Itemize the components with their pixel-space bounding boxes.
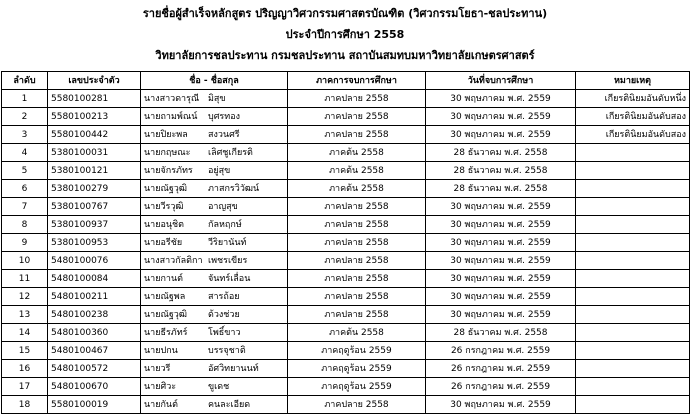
col-header-note: หมายเหตุ: [576, 72, 690, 90]
student-name: [141, 378, 288, 396]
student-name: [141, 108, 288, 126]
first-name: นายณัฐวุฒิ: [144, 309, 187, 320]
row-number: 8: [2, 216, 48, 234]
first-name: นายจักรภัทร: [144, 165, 193, 176]
last-name: โพธิ์ขาว: [208, 327, 241, 338]
row-number: 4: [2, 144, 48, 162]
graduation-semester: ภาคปลาย 2558: [288, 216, 426, 234]
first-name: นายณัฐวุฒิ: [144, 183, 187, 194]
first-name: นางสาวดารุณี: [144, 93, 200, 104]
student-id: 5580100019: [48, 396, 141, 414]
graduation-date: 28 ธันวาคม พ.ศ. 2558: [426, 180, 576, 198]
col-header-name: ชื่อ - ชื่อสกุล: [141, 72, 288, 90]
row-number: 18: [2, 396, 48, 414]
student-id: 5480100360: [48, 324, 141, 342]
title-line-1: รายชื่อผู้สำเร็จหลักสูตร ปริญญาวิศวกรรมศาสตรบัณฑิต (วิศวกรรมโยธา-ชลประทาน): [142, 7, 548, 20]
graduation-date: 30 พฤษภาคม พ.ศ. 2559: [426, 252, 576, 270]
student-id: 5480100211: [48, 288, 141, 306]
student-id: 5380100121: [48, 162, 141, 180]
document-header: [0, 0, 690, 66]
table-row: [2, 360, 690, 378]
graduation-date: 30 พฤษภาคม พ.ศ. 2559: [426, 270, 576, 288]
graduation-semester: ภาคปลาย 2558: [288, 126, 426, 144]
remark: เกียรตินิยมอันดับหนึ่ง: [576, 90, 690, 108]
first-name: นายปกน: [144, 345, 178, 356]
last-name: คนละเอียด: [208, 399, 251, 410]
graduation-date: 30 พฤษภาคม พ.ศ. 2559: [426, 306, 576, 324]
graduation-date: 28 ธันวาคม พ.ศ. 2558: [426, 324, 576, 342]
first-name: นายกานต์: [144, 273, 183, 284]
graduation-date: 30 พฤษภาคม พ.ศ. 2559: [426, 90, 576, 108]
last-name: เลิศชูเกียรติ: [208, 147, 253, 158]
student-id: 5480100076: [48, 252, 141, 270]
table-row: [2, 324, 690, 342]
last-name: มิสุข: [208, 93, 226, 104]
last-name: ภาสกรวิวัฒน์: [208, 183, 260, 194]
table-row: [2, 180, 690, 198]
student-id: 5380100937: [48, 216, 141, 234]
last-name: ขูเดช: [208, 381, 230, 392]
last-name: สงวนศรี: [208, 129, 240, 140]
row-number: 13: [2, 306, 48, 324]
graduation-date: 26 กรกฎาคม พ.ศ. 2559: [426, 378, 576, 396]
last-name: อัศวิทยานนท์: [208, 363, 259, 374]
student-name: [141, 252, 288, 270]
graduation-semester: ภาคฤดูร้อน 2559: [288, 342, 426, 360]
table-row: [2, 126, 690, 144]
graduation-date: 28 ธันวาคม พ.ศ. 2558: [426, 162, 576, 180]
last-name: บุศรทอง: [208, 111, 240, 122]
row-number: 2: [2, 108, 48, 126]
graduation-date: 30 พฤษภาคม พ.ศ. 2559: [426, 108, 576, 126]
row-number: 1: [2, 90, 48, 108]
remark: [576, 144, 690, 162]
table-row: [2, 162, 690, 180]
table-row: [2, 396, 690, 414]
student-name: [141, 90, 288, 108]
graduation-semester: ภาคปลาย 2558: [288, 234, 426, 252]
row-number: 14: [2, 324, 48, 342]
student-id: 5480100238: [48, 306, 141, 324]
first-name: นายธีรภัทร์: [144, 327, 188, 338]
graduation-semester: ภาคปลาย 2558: [288, 252, 426, 270]
last-name: จันทร์เลื่อน: [208, 273, 251, 284]
remark: [576, 378, 690, 396]
graduation-date: 28 ธันวาคม พ.ศ. 2558: [426, 144, 576, 162]
first-name: นายศิวะ: [144, 381, 177, 392]
student-name: [141, 360, 288, 378]
col-header-date: วันที่จบการศึกษา: [426, 72, 576, 90]
graduation-semester: ภาคฤดูร้อน 2559: [288, 378, 426, 396]
table-row: [2, 378, 690, 396]
student-id: 5480100084: [48, 270, 141, 288]
last-name: ด้วงช่วย: [208, 309, 240, 320]
table-row: [2, 90, 690, 108]
first-name: นายอรีชัย: [144, 237, 183, 248]
student-name: [141, 144, 288, 162]
graduation-date: 26 กรกฎาคม พ.ศ. 2559: [426, 342, 576, 360]
row-number: 16: [2, 360, 48, 378]
first-name: นายวีรวุฒิ: [144, 201, 184, 212]
remark: เกียรตินิยมอันดับสอง: [576, 126, 690, 144]
student-name: [141, 288, 288, 306]
student-id: 5380100767: [48, 198, 141, 216]
student-name: [141, 198, 288, 216]
graduation-semester: ภาคต้น 2558: [288, 162, 426, 180]
graduation-date: 26 กรกฎาคม พ.ศ. 2559: [426, 360, 576, 378]
graduation-date: 30 พฤษภาคม พ.ศ. 2559: [426, 396, 576, 414]
col-header-no: ลำดับ: [2, 72, 48, 90]
student-id: 5580100442: [48, 126, 141, 144]
graduation-date: 30 พฤษภาคม พ.ศ. 2559: [426, 216, 576, 234]
graduation-date: 30 พฤษภาคม พ.ศ. 2559: [426, 288, 576, 306]
remark: [576, 252, 690, 270]
table-row: [2, 288, 690, 306]
row-number: 11: [2, 270, 48, 288]
row-number: 6: [2, 180, 48, 198]
table-row: [2, 216, 690, 234]
student-name: [141, 324, 288, 342]
graduation-semester: ภาคต้น 2558: [288, 144, 426, 162]
student-name: [141, 180, 288, 198]
graduation-semester: ภาคฤดูร้อน 2559: [288, 360, 426, 378]
title-line-3: วิทยาลัยการชลประทาน กรมชลประทาน สถาบันสมทบมหาวิทยาลัยเกษตรศาสตร์: [155, 49, 535, 62]
graduation-date: 30 พฤษภาคม พ.ศ. 2559: [426, 126, 576, 144]
last-name: เพชรเขียร: [208, 255, 248, 266]
table-row: [2, 108, 690, 126]
table-row: [2, 234, 690, 252]
row-number: 10: [2, 252, 48, 270]
col-header-semester: ภาคการจบการศึกษา: [288, 72, 426, 90]
student-id: 5480100670: [48, 378, 141, 396]
student-id: 5380100031: [48, 144, 141, 162]
student-id: 5380100279: [48, 180, 141, 198]
last-name: กัลหฤกษ์: [208, 219, 242, 230]
last-name: อยู่สุข: [208, 165, 231, 176]
first-name: นายวรี: [144, 363, 171, 374]
graduation-semester: ภาคปลาย 2558: [288, 396, 426, 414]
remark: [576, 180, 690, 198]
graduation-date: 30 พฤษภาคม พ.ศ. 2559: [426, 198, 576, 216]
row-number: 5: [2, 162, 48, 180]
student-name: [141, 342, 288, 360]
table-header-row: [2, 72, 690, 90]
graduation-semester: ภาคปลาย 2558: [288, 198, 426, 216]
student-id: 5480100467: [48, 342, 141, 360]
first-name: นายกฤษณะ: [144, 147, 191, 158]
last-name: วีริยานันท์: [208, 237, 247, 248]
table-body: [2, 90, 690, 414]
remark: [576, 306, 690, 324]
row-number: 17: [2, 378, 48, 396]
last-name: บรรจุชาติ: [208, 345, 246, 356]
row-number: 12: [2, 288, 48, 306]
graduation-semester: ภาคปลาย 2558: [288, 306, 426, 324]
student-name: [141, 234, 288, 252]
remark: [576, 234, 690, 252]
last-name: สารถ้อย: [208, 291, 240, 302]
graduation-semester: ภาคปลาย 2558: [288, 108, 426, 126]
graduation-date: 30 พฤษภาคม พ.ศ. 2559: [426, 234, 576, 252]
table-row: [2, 144, 690, 162]
title-line-2: ประจำปีการศึกษา 2558: [285, 28, 405, 41]
remark: [576, 342, 690, 360]
student-name: [141, 126, 288, 144]
student-id: 5580100213: [48, 108, 141, 126]
first-name: นายณัฐพล: [144, 291, 186, 302]
first-name: นายถามพ์ณน์: [144, 111, 198, 122]
graduation-semester: ภาคต้น 2558: [288, 180, 426, 198]
remark: [576, 216, 690, 234]
graduates-table: [1, 71, 690, 414]
first-name: นายกันต์: [144, 399, 178, 410]
student-name: [141, 270, 288, 288]
table-row: [2, 342, 690, 360]
row-number: 9: [2, 234, 48, 252]
student-name: [141, 216, 288, 234]
row-number: 7: [2, 198, 48, 216]
table-row: [2, 270, 690, 288]
first-name: นายปิยะพล: [144, 129, 188, 140]
remark: [576, 324, 690, 342]
remark: [576, 288, 690, 306]
remark: [576, 198, 690, 216]
col-header-id: เลขประจำตัว: [48, 72, 141, 90]
student-name: [141, 162, 288, 180]
graduation-semester: ภาคปลาย 2558: [288, 288, 426, 306]
last-name: อาญสุข: [208, 201, 238, 212]
graduation-semester: ภาคปลาย 2558: [288, 90, 426, 108]
first-name: นางสาวกัลติกา: [144, 255, 203, 266]
remark: เกียรตินิยมอันดับสอง: [576, 108, 690, 126]
student-name: [141, 396, 288, 414]
remark: [576, 396, 690, 414]
graduation-semester: ภาคปลาย 2558: [288, 270, 426, 288]
remark: [576, 162, 690, 180]
table-row: [2, 198, 690, 216]
student-name: [141, 306, 288, 324]
table-row: [2, 306, 690, 324]
student-id: 5580100281: [48, 90, 141, 108]
remark: [576, 360, 690, 378]
student-id: 5380100953: [48, 234, 141, 252]
graduation-semester: ภาคต้น 2558: [288, 324, 426, 342]
row-number: 3: [2, 126, 48, 144]
student-id: 5480100572: [48, 360, 141, 378]
remark: [576, 270, 690, 288]
row-number: 15: [2, 342, 48, 360]
first-name: นายอนุชิต: [144, 219, 184, 230]
table-row: [2, 252, 690, 270]
